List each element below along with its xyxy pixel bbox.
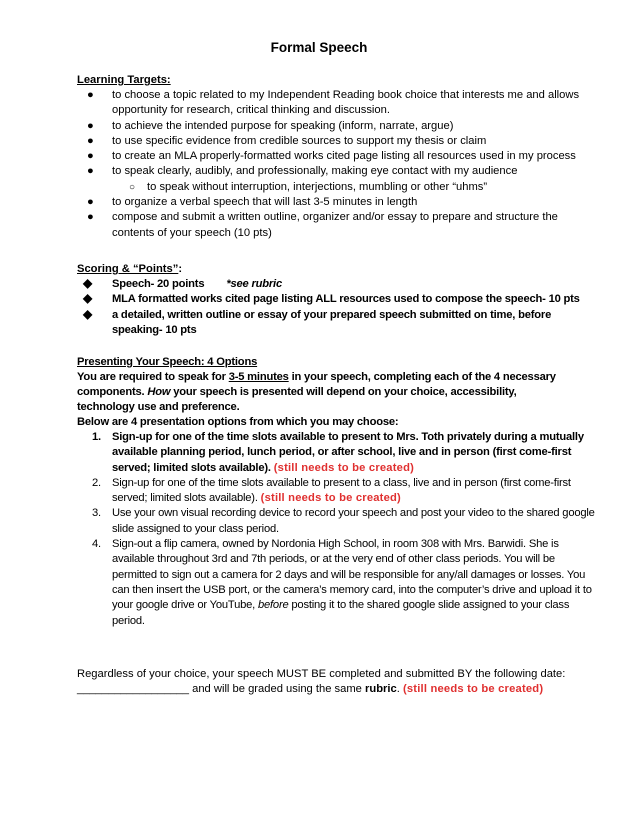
list-item: ● compose and submit a written outline, organizer and/or essay to prepare and structure the contents of your speech (10 pts) [87,211,558,239]
list-item: 4. Sign-out a flip camera, owned by Nordonia High School, in room 308 with Mrs. Barwidi. She is available throughout 3rd and 7th periods, or at the very end of other class periods. You will be permitted to sign out a camera for 2 days and will be responsible for any/all damages or losses. You can then insert the USB port, or the camera’s memory card, into the computer’s drive and upload it to your google drive or YouTube, before posting it to the shared google slide assigned to your class period. [92,538,592,627]
bullet-icon: ● [87,119,94,132]
list-item: ● to organize a verbal speech that will last 3-5 minutes in length [77,195,582,210]
list-item: ● to use specific evidence from credible sources to support my thesis or claim [77,134,582,149]
list-item: 3. Use your own visual recording device to record your speech and post your video to the shared google slide assigned to your class period. [92,507,595,535]
learning-targets-heading: Learning Targets: [77,74,171,86]
page-title: Formal Speech [270,40,368,55]
list-item: ● to choose a topic related to my Independent Reading book choice that interests me and allows opportunity for research, critical thinking and discussion. [87,89,580,117]
diamond-bullet-icon: ◆ [83,276,93,290]
bullet-icon: ● [87,196,94,209]
diamond-bullet-icon: ◆ [83,291,93,306]
presenting-options-intro: Below are 4 presentation options from which you may choose: [77,416,399,428]
status-note: (still needs to be created) [260,492,401,505]
learning-targets-list [77,88,587,241]
list-item: ◆ a detailed, written outline or essay of your prepared speech submitted on time, before speaking- 10 pts [83,306,552,336]
list-item: 2. Sign-up for one of the time slots available to present to a class, live and in person (first come-first served; limited slots available). (still needs to be created) [92,476,571,505]
bullet-icon: ● [87,89,94,101]
status-note: (still needs to be created) [273,461,415,474]
scoring-section: Scoring & “Points”: ◆ Speech- 20 points *see rubric ◆ MLA formatted works cited page listing ALL resources used to compose the speech- 10 pts ◆ a detailed, written outline or essay of your prepared speech submitted on time, before speaking- 10 pts [77,262,592,338]
list-item: ● to achieve the intended purpose for speaking (inform, narrate, argue) [77,119,582,134]
scoring-list [77,277,592,338]
date-blank: __________________ [77,683,189,695]
diamond-bullet-icon: ◆ [83,306,93,321]
bullet-icon: ● [87,165,94,178]
list-item: ● to speak clearly, audibly, and professionally, making eye contact with my audience [77,164,582,179]
learning-targets-section [77,73,587,241]
list-sub-item: ○ to speak without interruption, interjections, mumbling or other “uhms” [77,180,587,195]
bullet-icon: ● [87,150,94,163]
bullet-icon: ● [87,134,94,147]
options-list [77,430,595,629]
bullet-icon: ● [87,211,94,224]
scoring-heading: Scoring & “Points” [77,263,179,275]
closing-section: Regardless of your choice, your speech MUST BE completed and submitted BY the following date: __________________ and will be graded using the same rubric. (still needs to be created) [77,668,566,695]
status-note: (still needs to be created) [402,683,544,695]
list-item: ◆ MLA formatted works cited page listing ALL resources used to compose the speech- 10 pts [83,291,580,306]
presenting-heading: Presenting Your Speech: 4 Options [77,356,258,368]
list-item: ● to create an MLA properly-formatted works cited page listing all resources used in my process [77,149,582,164]
hollow-bullet-icon: ○ [129,181,136,193]
list-item: 1. Sign-up for one of the time slots available to present to Mrs. Toth privately during a mutually available planning period, lunch period, or after school, live and in person (first come-first served; limited slots available). (still needs to be created) [92,431,584,474]
presenting-section [77,355,595,629]
presenting-intro: You are required to speak for 3-5 minutes in your speech, completing each of the 4 necessary components. How your speech is presented will depend on your choice, accessibility, technology use and preference. [77,371,556,413]
list-item: ◆ Speech- 20 points *see rubric [83,276,282,290]
